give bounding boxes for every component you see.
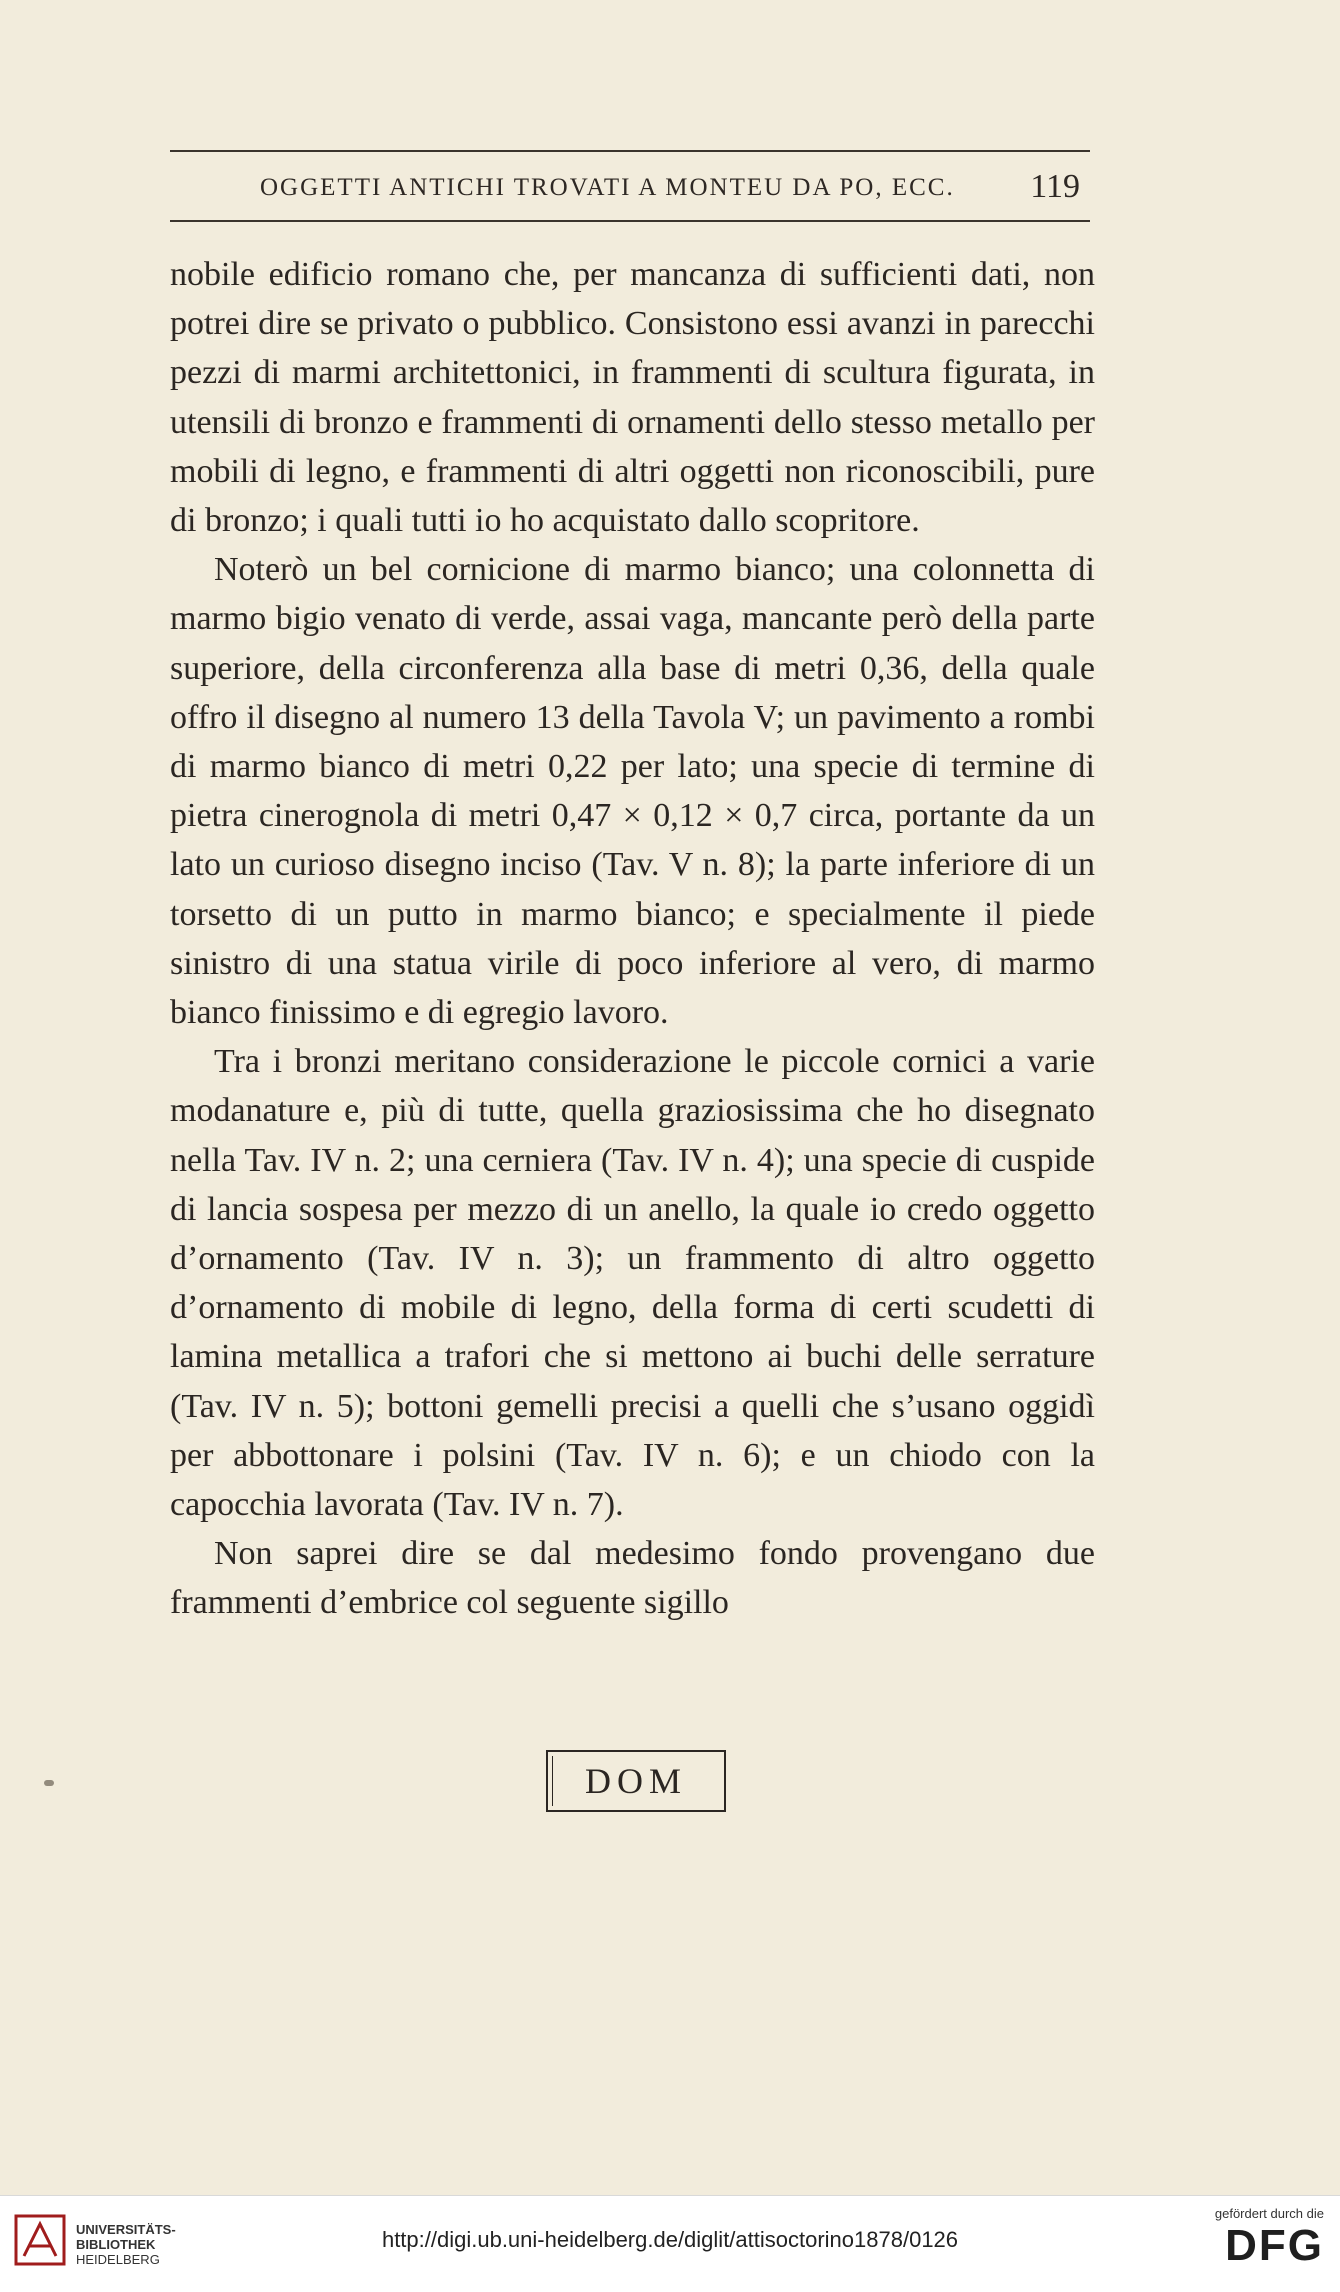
paragraph-3: Tra i bronzi meritano considerazione le piccole cornici a varie modanature e, più di tutte, quella graziosissima che ho disegnato nella Tav. IV n. 2; una cerniera (Tav. IV n. 4); una specie di cuspide di lancia sospesa per mezzo di un anello, la quale io credo oggetto d’ornamento (Tav. IV n. 3); un frammento di altro oggetto d’ornamento di mobile di legno, della forma di certi scudetti di lamina metallica a trafori che si mettono ai buchi delle serrature (Tav. IV n. 5); bottoni gemelli precisi a quelli che s’usano oggidì per abbottonare i polsini (Tav. IV n. 6); e un chiodo con la capocchia lavorata (Tav. IV n. 7). [170, 1043, 1095, 1524]
institution-line-3: HEIDELBERG [76, 2252, 160, 2267]
dfg-logo: DFG [1225, 2221, 1324, 2270]
institution-line-1: UNIVERSITÄTS- [76, 2222, 176, 2237]
stray-ink-mark [44, 1780, 54, 1786]
university-logo-icon [14, 2214, 66, 2266]
sponsor-block [1164, 2206, 1324, 2271]
institution-name [76, 2222, 176, 2267]
stamp-text: DOM [584, 1761, 687, 1801]
sponsor-caption: gefördert durch die [1214, 2206, 1324, 2221]
header-rule-bottom [170, 220, 1090, 222]
paragraph-2: Noterò un bel cornicione di marmo bianco; una colonnetta di marmo bigio venato di verde, assai vaga, mancante però della parte superiore, della circonferenza alla base di metri 0,36, della quale offro il disegno al numero 13 della Tavola V; un pavimento a rombi di marmo bianco di metri 0,22 per lato; una specie di termine di pietra cinerognola di metri 0,47 × 0,12 × 0,7 circa, portante da un lato un curioso disegno inciso (Tav. V n. 8); la parte inferiore di un torsetto di un putto in marmo bianco; e specialmente il piede sinistro di una statua virile di poco inferiore al vero, di marmo bianco finissimo e di egregio lavoro. [170, 551, 1095, 1032]
page-number: 119 [1030, 168, 1080, 205]
body-text [170, 250, 1095, 1628]
header-rule-top [170, 150, 1090, 152]
source-url-link[interactable]: http://digi.ub.uni-heidelberg.de/diglit/attisoctorino1878/0126 [381, 2227, 959, 2252]
running-head [170, 168, 1090, 208]
paragraph-1: nobile edificio romano che, per mancanza di sufficienti dati, non potrei dire se privato o pubblico. Consistono essi avanzi in parecchi pezzi di marmi architettonici, in frammenti di scultura figurata, in utensili di bronzo e frammenti di ornamenti dello stesso metallo per mobili di legno, e frammenti di altri oggetti non riconoscibili, pure di bronzo; i quali tutti io ho acquistato dallo scopritore. [170, 256, 1095, 540]
stamp-inscription [546, 1750, 726, 1812]
institution-line-2: BIBLIOTHEK [76, 2237, 156, 2252]
paragraph-4: Non saprei dire se dal medesimo fondo provengano due frammenti d’embrice col seguente sigillo [170, 1535, 1095, 1622]
running-title: OGGETTI ANTICHI TROVATI A MONTEU DA PO, ECC. [260, 174, 955, 201]
footer-bar [0, 2195, 1340, 2292]
